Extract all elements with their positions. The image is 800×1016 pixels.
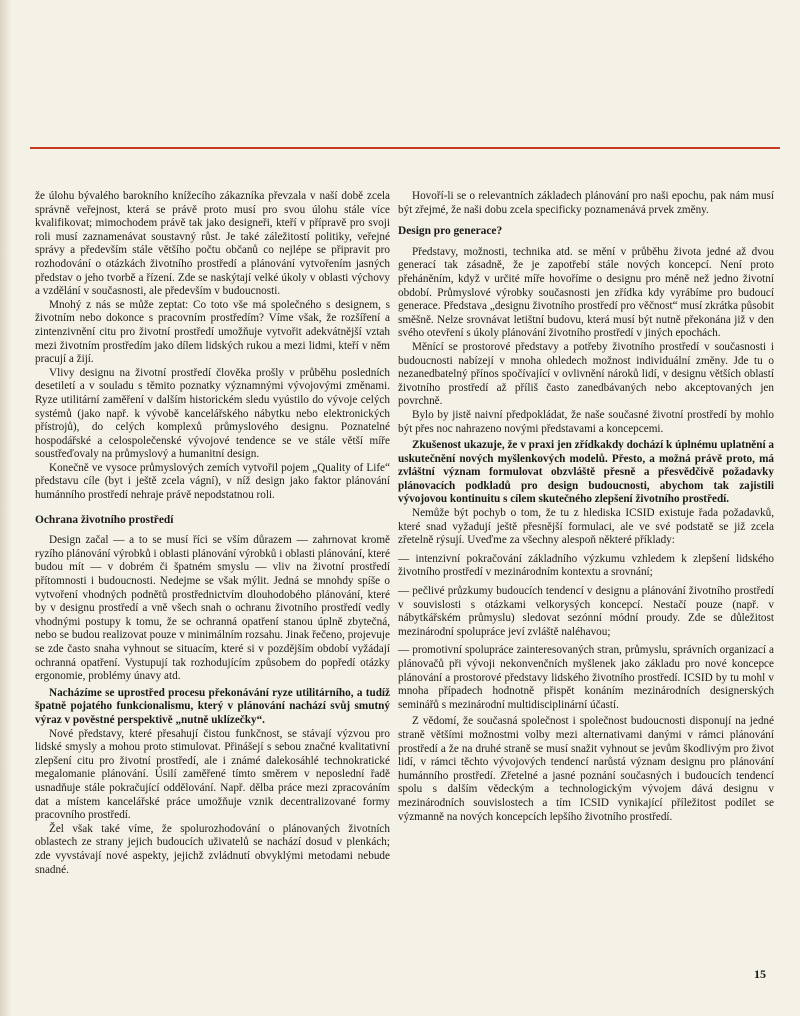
- bold-paragraph: Nacházíme se uprostřed procesu překonávání ryze utilitárního, a tudíž špatně pojatého funkcionalismu, který v plánování nachází svůj smutný výraz v pověstné perspektivě „nutně uklízečky“.: [35, 686, 390, 726]
- left-column: [35, 190, 390, 877]
- header-rule: [30, 147, 780, 149]
- right-column: [398, 190, 774, 824]
- paragraph: Mnohý z nás se může zeptat: Co toto vše má společného s designem, s životním nebo dokonce s pracovním prostředím? Víme však, že rozšíření a zintenzivnění citu pro životní prostředí umožňuje vytvořit adekvátnější vztah mezi životním prostředím jako dílem lidských rukou a mezi lidmi, kteří v něm pracují a žijí.: [35, 298, 390, 366]
- list-item: — promotivní spolupráce zainteresovaných stran, průmyslu, správních organizací a plánovačů při vývoji nekonvenčních myšlenek jako základu pro nové koncepce plánování a prostorové představy lidského životního prostředí. ICSID by tu mohl v mnoha případech hodnotně přispět konáním mezinárodních designerských seminářů s mezinárodní multidisciplinární účastí.: [398, 644, 774, 711]
- paragraph: Bylo by jistě naivní předpokládat, že naše současné životní prostředí by mohlo být přes noc nahrazeno novými představami a koncepcemi.: [398, 408, 774, 435]
- bold-paragraph: Zkušenost ukazuje, že v praxi jen zřídkakdy dochází k úplnému uplatnění a uskutečnění nových myšlenkových modelů. Přesto, a možná právě proto, má zvláštní význam formulovat obzvláště přesně a přesvědčivě požadavky plánovacích podkladů pro design budoucnosti, abychom tak zajistili vývojovou kontinuitu s cílem skutečného zlepšení životního prostředí.: [398, 439, 774, 506]
- paragraph: Nemůže být pochyb o tom, že tu z hlediska ICSID existuje řada požadavků, které snad vyžadují ještě přesnější formulaci, ale ve své podstatě se již zcela zřetelně rýsují. Uveďme za všechny alespoň některé příklady:: [398, 507, 774, 547]
- paragraph: že úlohu bývalého barokního knížecího zákazníka převzala v naší době zcela správně veřejnost, která se právě proto musí pro svou úlohu stále více kvalifikovat; mimochodem právě tak jako designeři, kteří v přípravě pro svoji roli musí zaznamenávat soustavný růst. Je také záležitostí politiky, veřejné správy a především stále většího počtu občanů co nejlépe se připravit pro rozhodování o otázkách životního prostředí a plánování vytvořením jasných představ o jeho tvorbě a řízení. Zde se naskýtají velké úkoly v oblasti výchovy a vzdělání v současnosti, ale především v budoucnosti.: [35, 190, 390, 298]
- paragraph: Nové představy, které přesahují čistou funkčnost, se stávají výzvou pro lidské smysly a mohou proto stimulovat. Přinášejí s sebou značné kvalitativní zlepšení citu pro životní prostředí, ale i známé dalekosáhlé technokratické megalomanie plánování. Úsilí zaměřené tímto směrem v neposlední řadě usnadňuje stále pokračující oddělování. Např. dělba práce mezi zpracováním dat a místem kancelářské práce umožňuje vznik decentralizované formy pracovního prostředí.: [35, 727, 390, 822]
- paragraph: Hovoří-li se o relevantních základech plánování pro naši epochu, pak nám musí být zřejmé, že naši dobu zcela specificky poznamenává prvek změny.: [398, 190, 774, 216]
- paragraph: Z vědomí, že současná společnost i společnost budoucnosti disponují na jedné straně většími možnostmi volby mezi alternativami danými v rámci plánování prostředí a že na druhé straně se musí snažit vyhnout se jevům škodlivým pro život lidí, v rámci těchto vývojových tendencí narůstá význam designu pro plánování humánního prostředí. Zřetelné a jasné poznání současných i budoucích tendencí spolu s dalším vědeckým a technologickým vývojem dává designu v mezinárodních souvislostech a tím ICSID vynikající příležitost podílet se výzmanně na nových koncepcích lepšího životního prostředí.: [398, 715, 774, 823]
- paragraph: Vlivy designu na životní prostředí člověka prošly v průběhu posledních desetiletí a v souladu s těmito poznatky významnými vývojovými změnami. Ryze utilitární zaměření v dalším historickém sledu vyústilo do vývoje celých systémů (jako např. k vývobě kancelářského nábytku nebo elektronických přístrojů), do celých komplexů průmyslového designu. Poznatelné hospodářské a celospolečenské vývojové tendence se ve stále větší míře soustřeďovaly na průmyslový a humanitní design.: [35, 366, 390, 461]
- paragraph: Konečně ve vysoce průmyslových zemích vytvořil pojem „Quality of Life“ představu cíle (byt i ještě zcela vágní), v níž design jako faktor plánování humánního prostředí nehraje právě nepodstatnou roli.: [35, 461, 390, 502]
- page-number: 15: [754, 967, 766, 981]
- paragraph: Představy, možnosti, technika atd. se mění v průběhu života jedné až dvou generací tak zásadně, že je zapotřebí stále nových koncepcí. Není proto přeháněním, když v určité míře hovoříme o designu pro méně než jedno životní období. Průmyslové výrobky současnosti jen zřídka kdy vyrábíme pro budoucí generace. Představa „designu životního prostředí pro věčnost“ musí zkrátka působit směšně. Nelze srovnávat letištní budovu, která musí být nutně překonána již v den svého otevření s úkoly plánování životního prostředí v jiných epochách.: [398, 245, 774, 340]
- paragraph: Žel však také víme, že spolurozhodování o plánovaných životních oblastech ze strany jejich budoucích uživatelů se nachází dosud v plenkách; zde vyvstávají nové aspekty, jejichž zvládnutí obvyklými metodami nebude snadné.: [35, 822, 390, 876]
- list-item: — intenzivní pokračování základního výzkumu vzhledem k zlepšení lidského životního prostředí v mezinárodním kontextu a srovnání;: [398, 552, 774, 579]
- paragraph: Design začal — a to se musí říci se vším důrazem — zahrnovat kromě ryzího plánování výrobků i oblasti plánování výrobků i oblasti plánování, které budou mít — v dobrém či špatném smyslu — vliv na životní prostředí přítomnosti i budoucnosti. Nedejme se však mýlit. Jedná se mnohdy spíše o vytvoření vhodných podnětů prostřednictvím dlouhodobého plánování, které by v designu prostředí a vně všech snah o ochranu životního prostředí vedly vhodnými postupy k tomu, že se ochranná opatření stanou úplně zbytečná, nebo se budou realizovat pouze v minimálním rozsahu. Jinak řečeno, projevuje se zde často snaha vyhnout se situacím, které si v pozdějším období vyžádají ochranná opatření. Vystupují tak rozhodujícím způsobem do popředí otázky ergonomie, problémy únavy atd.: [35, 534, 390, 683]
- list-item: — pečlivé průzkumy budoucích tendencí v designu a plánování životního prostředí v souvislosti s otázkami velkorysých koncepcí. Nestačí pouze (např. v nábytkářském průmyslu) sledovat sezónní módní proudy. Zde se důležitost mezinárodní spolupráce jeví zvláště naléhavou;: [398, 585, 774, 638]
- page-binding-edge: [0, 0, 12, 1016]
- section-heading: Design pro generace?: [398, 225, 503, 238]
- paragraph: Měnící se prostorové představy a potřeby životního prostředí v současnosti i budoucnosti nabízejí v mnoha ohledech možnost individuální změny. Jde tu o nezanedbatelný přínos spočívající v ovlivnění nároků lidí, v designu větších oblastí životního prostředí až příliš často zanedbávaných nebo akceptovaných jen povrchně.: [398, 340, 774, 408]
- section-heading: Ochrana životního prostředí: [35, 513, 174, 526]
